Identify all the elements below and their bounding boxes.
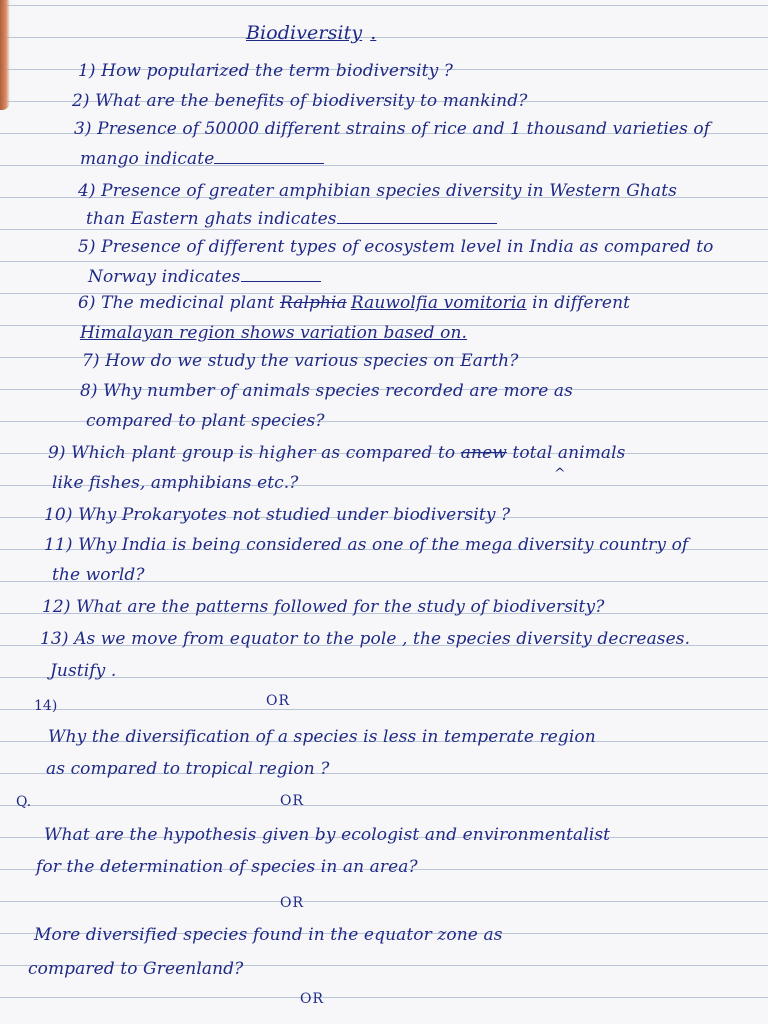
question-6-text-end: in different bbox=[526, 293, 631, 313]
question-12: 12) What are the patterns followed for the study of biodiversity? bbox=[42, 597, 605, 617]
question-4-line-2 bbox=[86, 208, 497, 230]
struck-word: anew bbox=[460, 443, 507, 463]
question-13-line-2: Justify . bbox=[50, 661, 117, 681]
question-13-line-1: 13) As we move from equator to the pole , the species diversity decreases. bbox=[40, 629, 691, 649]
question-15-line-1: What are the hypothesis given by ecologist and environmentalist bbox=[44, 825, 611, 845]
plant-name: Rauwolfia vomitoria bbox=[350, 293, 527, 313]
question-5-line-2 bbox=[88, 266, 321, 288]
page-title bbox=[246, 22, 376, 44]
answer-blank bbox=[241, 267, 321, 282]
question-1: 1) How popularized the term biodiversity ? bbox=[78, 61, 454, 81]
question-3-line-2 bbox=[80, 148, 324, 170]
or-separator-4: OR bbox=[300, 991, 325, 1007]
question-6-line-1 bbox=[78, 292, 630, 314]
question-5-text: Norway indicates bbox=[88, 267, 241, 287]
question-6-text: 6) The medicinal plant bbox=[78, 293, 280, 313]
question-6-text-2: Himalayan region shows variation based on. bbox=[80, 323, 468, 343]
title-dot: . bbox=[370, 22, 377, 44]
answer-blank bbox=[337, 209, 497, 224]
question-7: 7) How do we study the various species on Earth? bbox=[82, 351, 519, 371]
question-9-line-2: like fishes, amphibians etc.? bbox=[52, 473, 299, 493]
question-10: 10) Why Prokaryotes not studied under biodiversity ? bbox=[44, 505, 511, 525]
question-14-number: 14) bbox=[34, 698, 58, 714]
question-5-line-1: 5) Presence of different types of ecosystem level in India as compared to bbox=[78, 237, 714, 257]
question-9-text-end: total animals bbox=[506, 443, 626, 463]
question-3-text: mango indicate bbox=[80, 149, 215, 169]
question-9-line-1 bbox=[48, 442, 626, 464]
struck-word: Ralphia bbox=[279, 293, 347, 313]
question-16-line-2: compared to Greenland? bbox=[28, 959, 244, 979]
question-marker: Q. bbox=[16, 794, 32, 810]
or-separator-1: OR bbox=[266, 693, 291, 709]
question-8-line-2: compared to plant species? bbox=[86, 411, 325, 431]
question-11-line-1: 11) Why India is being considered as one of the mega diversity country of bbox=[44, 535, 689, 555]
question-4-line-1: 4) Presence of greater amphibian species diversity in Western Ghats bbox=[78, 181, 677, 201]
title-text: Biodiversity bbox=[246, 22, 363, 44]
question-11-line-2: the world? bbox=[52, 565, 145, 585]
question-15-line-2: for the determination of species in an area? bbox=[36, 857, 418, 877]
question-14-line-2: as compared to tropical region ? bbox=[46, 759, 330, 779]
question-6-line-2 bbox=[80, 322, 467, 344]
question-14-line-1: Why the diversification of a species is less in temperate region bbox=[48, 727, 596, 747]
question-8-line-1: 8) Why number of animals species recorded are more as bbox=[80, 381, 573, 401]
answer-blank bbox=[214, 149, 324, 164]
question-9-text: 9) Which plant group is higher as compared to bbox=[48, 443, 461, 463]
or-separator-3: OR bbox=[280, 895, 305, 911]
insertion-caret: ^ bbox=[554, 466, 566, 482]
question-16-line-1: More diversified species found in the equator zone as bbox=[34, 925, 503, 945]
question-2: 2) What are the benefits of biodiversity to mankind? bbox=[72, 91, 528, 111]
or-separator-2: OR bbox=[280, 793, 305, 809]
question-4-text: than Eastern ghats indicates bbox=[86, 209, 337, 229]
question-3-line-1: 3) Presence of 50000 different strains of rice and 1 thousand varieties of bbox=[74, 119, 711, 139]
